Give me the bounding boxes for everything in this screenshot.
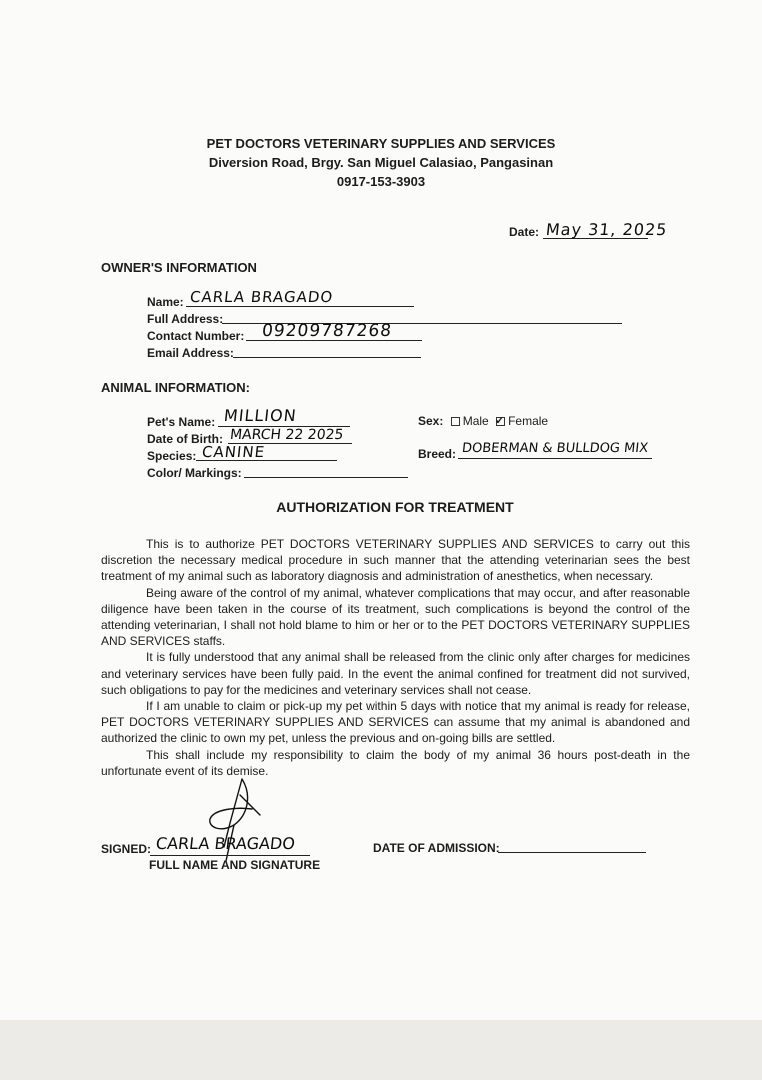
- sex-field: [418, 414, 548, 428]
- dob-value[interactable]: MARCH 22 2025: [229, 427, 345, 443]
- paragraph-2: Being aware of the control of my animal, whatever complications that may occur, and after reasonable diligence have been taken in the course of its treatment, such complications is beyond the control of the attending veterinarian, I shall not hold blame to him or her or to the PET DOCTORS VETERINARY SUPPLIES AND SERVICES staffs.: [101, 585, 690, 649]
- male-checkbox[interactable]: [451, 417, 460, 426]
- contact-label: Contact Number:: [147, 329, 245, 343]
- paragraph-1: This is to authorize PET DOCTORS VETERINARY SUPPLIES AND SERVICES to carry out this discretion the necessary medical procedure in such manner that the attending veterinarian sees the best treatment of my animal such as laboratory diagnosis and administration of anesthetics, when necessary.: [101, 537, 690, 584]
- dob-label: Date of Birth:: [147, 432, 223, 446]
- paragraph-4: If I am unable to claim or pick-up my pet within 5 days with notice that my animal is ready for release, PET DOCTORS VETERINARY SUPPLIES AND SERVICES can assume that my animal is abandoned and authorized the clinic to own my pet, unless the previous and on-going bills are settled.: [101, 699, 690, 746]
- check-mark-icon: ✓: [495, 415, 505, 428]
- company-address: Diversion Road, Brgy. San Miguel Calasiao, Pangasinan: [208, 155, 554, 170]
- male-label: Male: [462, 414, 489, 428]
- paragraph-5: This shall include my responsibility to claim the body of my animal 36 hours post-death in the unfortunate event of its demise.: [101, 747, 690, 778]
- color-label: Color/ Markings:: [147, 466, 242, 480]
- pet-name-value[interactable]: MILLION: [223, 406, 298, 425]
- admission-date-line: [498, 852, 646, 853]
- email-line: [233, 357, 421, 358]
- breed-line: [458, 458, 652, 459]
- date-value[interactable]: May 31, 2025: [545, 220, 669, 239]
- signature-caption: FULL NAME AND SIGNATURE: [149, 858, 321, 872]
- owner-name-value[interactable]: CARLA BRAGADO: [189, 288, 335, 306]
- color-line: [244, 477, 408, 478]
- paragraph-3: It is fully understood that any animal shall be released from the clinic only after charges for medicines and veterinary services have been fully paid. In the event the animal confined for treatment did not survived, such obligations to pay for the medicines and veterinary services shall not cease.: [101, 650, 690, 697]
- breed-value[interactable]: DOBERMAN & BULLDOG MIX: [461, 441, 649, 456]
- signature-line: [150, 855, 310, 856]
- pet-name-label: Pet's Name:: [147, 415, 216, 429]
- signed-name-value[interactable]: CARLA BRAGADO: [155, 834, 296, 853]
- owner-name-label: Name:: [147, 295, 184, 309]
- animal-section-title: ANIMAL INFORMATION:: [101, 380, 250, 395]
- company-name: PET DOCTORS VETERINARY SUPPLIES AND SERVICES: [206, 136, 556, 151]
- owner-section-title: OWNER'S INFORMATION: [101, 260, 257, 275]
- species-value[interactable]: CANINE: [201, 443, 267, 461]
- authorization-body: [101, 536, 690, 779]
- signed-label: SIGNED:: [101, 842, 152, 856]
- female-label: Female: [508, 414, 549, 428]
- breed-label: Breed:: [418, 447, 457, 461]
- company-phone: 0917-153-3903: [336, 174, 426, 189]
- owner-address-label: Full Address:: [147, 312, 224, 326]
- date-label: Date:: [509, 225, 540, 239]
- owner-name-line: [186, 306, 414, 307]
- admission-date-label: DATE OF ADMISSION:: [373, 841, 500, 855]
- scan-background: [0, 1020, 762, 1080]
- email-label: Email Address:: [147, 346, 234, 360]
- female-checkbox[interactable]: [496, 417, 505, 426]
- sex-label: Sex:: [418, 414, 444, 428]
- contact-value[interactable]: 09209787268: [260, 321, 394, 341]
- authorization-title: AUTHORIZATION FOR TREATMENT: [276, 499, 514, 515]
- species-label: Species:: [147, 449, 197, 463]
